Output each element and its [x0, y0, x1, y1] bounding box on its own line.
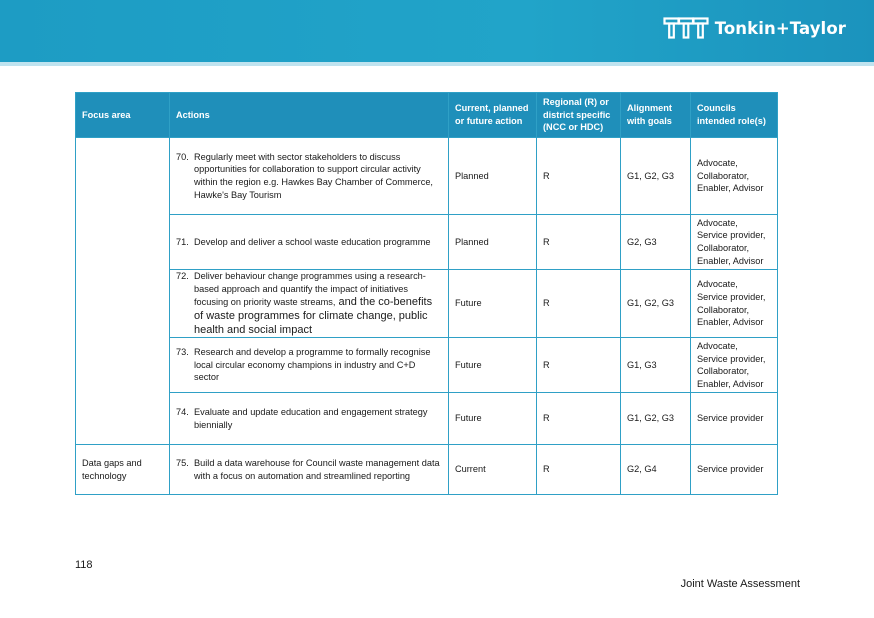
- goals-cell: G2, G3: [621, 215, 691, 270]
- status-cell: Future: [449, 393, 537, 445]
- focus-area-cell: Data gaps and technology: [76, 445, 170, 495]
- tonkin-taylor-logo-icon: [663, 17, 709, 39]
- status-cell: Planned: [449, 138, 537, 215]
- action-cell: [170, 270, 449, 338]
- role-cell: Service provider: [691, 393, 778, 445]
- role-cell: Advocate, Service provider, Collaborator, Enabler, Advisor: [691, 215, 778, 270]
- goals-cell: G1, G2, G3: [621, 138, 691, 215]
- status-cell: Current: [449, 445, 537, 495]
- role-cell: Advocate, Collaborator, Enabler, Advisor: [691, 138, 778, 215]
- role-cell: Advocate, Service provider, Collaborator, Enabler, Advisor: [691, 338, 778, 393]
- action-text-part: and the co-benefits of waste programmes for climate change, public health and social impact: [194, 296, 433, 337]
- status-cell: Future: [449, 338, 537, 393]
- action-number: 70.: [176, 151, 189, 162]
- goals-cell: G1, G2, G3: [621, 393, 691, 445]
- scope-cell: R: [537, 270, 621, 338]
- table-row: [76, 393, 778, 445]
- goals-cell: G2, G4: [621, 445, 691, 495]
- table-row: [76, 138, 778, 215]
- document-title: Joint Waste Assessment: [680, 578, 800, 590]
- status-cell: Future: [449, 270, 537, 338]
- company-logo: [663, 15, 846, 41]
- header-rule: [0, 62, 874, 66]
- action-cell: [170, 445, 449, 495]
- action-text: [194, 270, 442, 337]
- action-text-part: Deliver behaviour change programmes using a research-based approach and quantify the impact of initiatives focusing on priority waste streams,: [194, 271, 426, 308]
- role-cell: Service provider: [691, 445, 778, 495]
- status-cell: Planned: [449, 215, 537, 270]
- focus-area-cell: [76, 138, 170, 445]
- scope-cell: R: [537, 393, 621, 445]
- action-cell: [170, 393, 449, 445]
- table-row: [76, 338, 778, 393]
- action-text: Build a data warehouse for Council waste management data with a focus on automation and streamlined reporting: [194, 458, 440, 481]
- scope-cell: R: [537, 445, 621, 495]
- column-header-role: Councils intended role(s): [691, 93, 778, 138]
- scope-cell: R: [537, 138, 621, 215]
- action-number: 71.: [176, 236, 189, 247]
- table-row: [76, 270, 778, 338]
- actions-table: [75, 92, 778, 495]
- action-number: 73.: [176, 347, 189, 358]
- action-number: 75.: [176, 458, 189, 469]
- goals-cell: G1, G2, G3: [621, 270, 691, 338]
- action-cell: [170, 215, 449, 270]
- action-number: 72.: [176, 271, 189, 281]
- table-header-row: [76, 93, 778, 138]
- column-header-status: Current, planned or future action: [449, 93, 537, 138]
- action-text: Evaluate and update education and engagement strategy biennially: [194, 407, 428, 430]
- table-row: [76, 215, 778, 270]
- page-number: 118: [75, 559, 93, 571]
- action-cell: [170, 138, 449, 215]
- action-text: Develop and deliver a school waste education programme: [194, 236, 431, 247]
- column-header-actions: Actions: [170, 93, 449, 138]
- column-header-scope: Regional (R) or district specific (NCC or HDC): [537, 93, 621, 138]
- action-text: Research and develop a programme to formally recognise local circular economy champions in industry and C+D sector: [194, 347, 431, 383]
- logo-text: Tonkin+Taylor: [714, 18, 846, 38]
- action-text: Regularly meet with sector stakeholders to discuss opportunities for collaboration to support circular activity within the region e.g. Hawkes Bay Chamber of Commerce, Hawke's Bay Tourism: [194, 151, 433, 200]
- scope-cell: R: [537, 338, 621, 393]
- goals-cell: G1, G3: [621, 338, 691, 393]
- table-row: [76, 445, 778, 495]
- action-number: 74.: [176, 407, 189, 418]
- action-cell: [170, 338, 449, 393]
- role-cell: Advocate, Service provider, Collaborator, Enabler, Advisor: [691, 270, 778, 338]
- scope-cell: R: [537, 215, 621, 270]
- column-header-goals: Alignment with goals: [621, 93, 691, 138]
- column-header-focus-area: Focus area: [76, 93, 170, 138]
